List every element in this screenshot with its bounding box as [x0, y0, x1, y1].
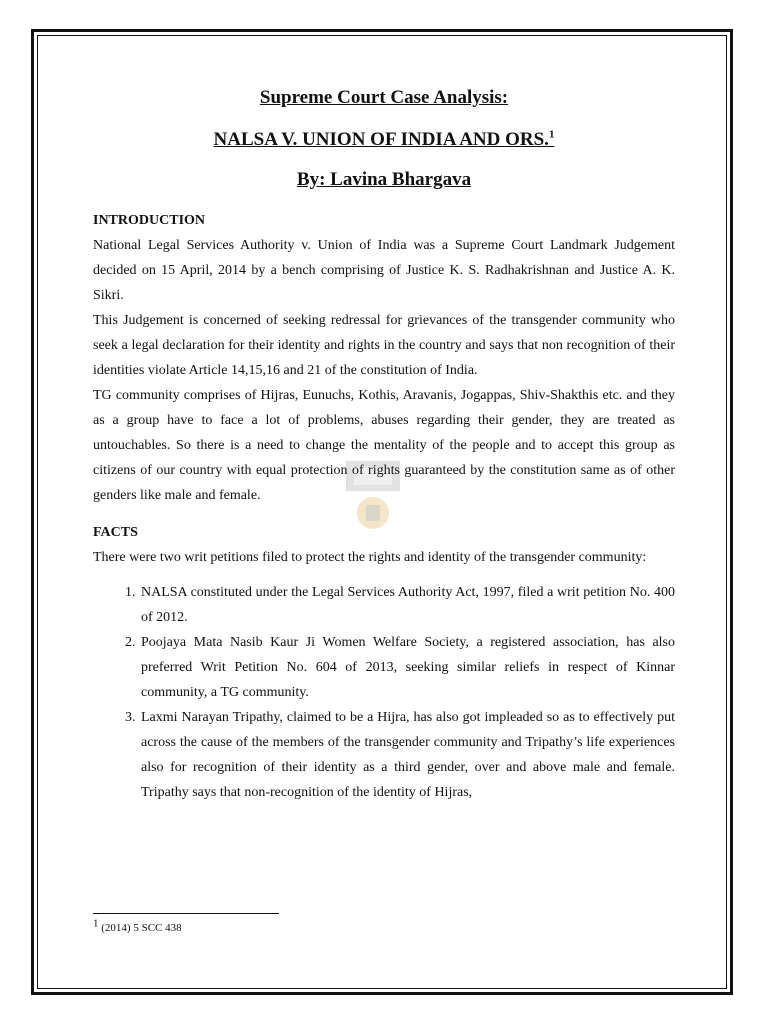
list-item: 1. NALSA constituted under the Legal Services Authority Act, 1997, filed a writ petition No. 400 of 2012. [139, 580, 675, 630]
case-title [93, 128, 675, 152]
case-title-text: NALSA V. UNION OF INDIA AND ORS. [213, 129, 549, 150]
footnote-separator [93, 913, 279, 914]
section-heading-facts: FACTS [93, 525, 138, 540]
footnote [93, 917, 182, 936]
document-title: Supreme Court Case Analysis: [259, 87, 509, 108]
facts-intro-paragraph: There were two writ petitions filed to protect the rights and identity of the transgender community: [93, 550, 647, 565]
footnote-reference[interactable]: 1 [548, 128, 555, 141]
footnote-marker: 1 [93, 917, 99, 930]
list-item: 3. Laxmi Narayan Tripathy, claimed to be a Hijra, has also got impleaded so as to effectively put across the cause of the members of the transgender community and Tripathy’s life experiences also for recognition of their identity as a third gender, over and above male and female. Tripathy says that non-recognition of the identity of Hijras, [139, 705, 675, 805]
author-line: By: Lavina Bhargava [296, 169, 472, 190]
section-heading-introduction: INTRODUCTION [93, 213, 206, 228]
intro-paragraph-2: This Judgement is concerned of seeking redressal for grievances of the transgender community who seek a legal declaration for their identity and rights in the country and says that non recognition of their identities violate Article 14,15,16 and 21 of the constitution of India. [93, 313, 675, 378]
document-body [93, 86, 675, 805]
intro-paragraph-3: TG community comprises of Hijras, Eunuchs, Kothis, Aravanis, Jogappas, Shiv-Shakthis etc. and they as a group have to face a lot of problems, abuses regarding their gender, they are treated as untouchables. So there is a need to change the mentality of the people and to accept this group as citizens of our country with equal protection of rights guaranteed by the constitution same as of other genders like male and female. [93, 388, 675, 503]
facts-list [93, 580, 675, 805]
footnote-text: (2014) 5 SCC 438 [98, 922, 182, 934]
list-item: 2. Poojaya Mata Nasib Kaur Ji Women Welfare Society, a registered association, has also preferred Writ Petition No. 604 of 2013, seeking similar reliefs in respect of Kinnar community, a TG community. [139, 630, 675, 705]
intro-paragraph-1: National Legal Services Authority v. Union of India was a Supreme Court Landmark Judgement decided on 15 April, 2014 by a bench comprising of Justice K. S. Radhakrishnan and Justice A. K. Sikri. [93, 238, 675, 303]
